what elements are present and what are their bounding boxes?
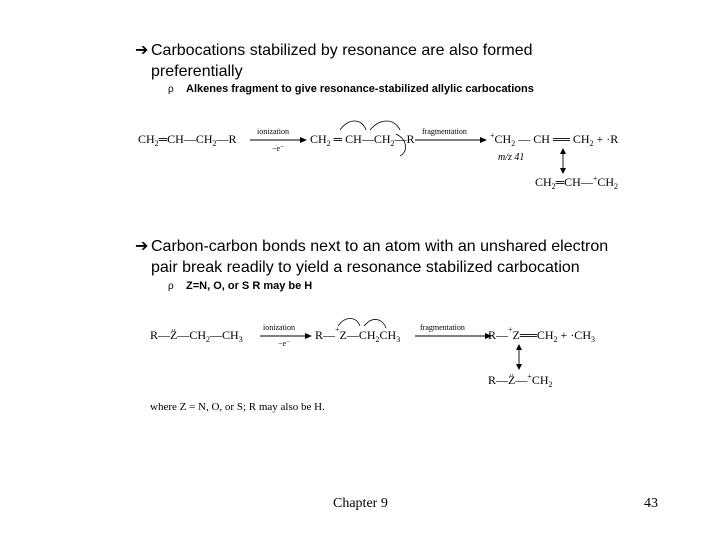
sub2-text: Z=N, O, or S R may be H <box>186 280 313 292</box>
resonance-arrow-1-bottom <box>560 168 566 174</box>
arrow-head-2 <box>480 137 487 143</box>
scheme1-reactant: $CH_2═CH—CH_2—R$ <box>138 132 237 148</box>
bullet1-line1: Carbocations stabilized by resonance are also formed <box>151 42 533 59</box>
electron-arrow-1 <box>340 121 366 130</box>
scheme1-radical-cation: $CH_2$ ═ $CH—CH_2—R$ <box>310 132 415 148</box>
sub-marker-icon: ρ <box>168 281 174 292</box>
arrow-head-1 <box>300 137 307 143</box>
scheme2-radical-cation: $R—^+Z—CH_2CH_3$ <box>315 325 401 344</box>
resonance-arrow-2-top <box>516 344 522 350</box>
electron-arrow-5 <box>364 319 386 328</box>
bullet-carbon-carbon <box>135 236 608 278</box>
arrow-head-3 <box>305 333 312 339</box>
scheme1-resonance: $CH_2═CH—^+CH_2$ <box>535 174 619 191</box>
scheme2-step1: ionization <box>263 323 295 332</box>
footer-page-number: 43 <box>644 496 658 511</box>
scheme2-note: where Z = N, O, or S; R may also be H. <box>150 401 325 413</box>
footer-chapter: Chapter 9 <box>333 496 388 511</box>
bullet2-line1: Carbon-carbon bonds next to an atom with an unshared electron <box>151 238 609 255</box>
electron-arrow-2 <box>370 121 400 130</box>
scheme1-step1: ionization <box>257 127 289 136</box>
scheme1-mz: m/z 41 <box>498 152 525 163</box>
scheme1-step2: fragmentation <box>422 127 467 136</box>
arrow-bullet-icon: ➔ <box>135 238 149 255</box>
electron-arrow-4 <box>338 319 360 327</box>
scheme1-step1-sub: −e⁻ <box>272 144 285 153</box>
scheme2-step2: fragmentation <box>420 323 465 332</box>
sub1-text: Alkenes fragment to give resonance-stabilized allylic carbocations <box>186 83 534 95</box>
sub-marker-icon: ρ <box>168 84 174 95</box>
arrow-bullet-icon: ➔ <box>135 42 149 59</box>
resonance-arrow-2-bottom <box>516 364 522 370</box>
scheme2-product: $R—^+Z══CH_2 + \cdot CH_3$ <box>488 325 595 344</box>
scheme2-resonance: $R—Z̈—^+CH_2$ <box>488 372 553 389</box>
scheme2-step1-sub: −e⁻ <box>278 339 291 348</box>
bullet2-line2: pair break readily to yield a resonance stabilized carbocation <box>151 259 580 276</box>
bullet1-line2: preferentially <box>151 63 243 80</box>
resonance-arrow-1-top <box>560 148 566 154</box>
scheme2-reactant: $R—Z̈—CH_2—CH_3$ <box>150 328 243 344</box>
scheme1-product: $^+CH_2$ — CH ══ $CH_2 + \cdot R$ <box>490 131 619 148</box>
sub-bullet-z <box>168 279 312 294</box>
